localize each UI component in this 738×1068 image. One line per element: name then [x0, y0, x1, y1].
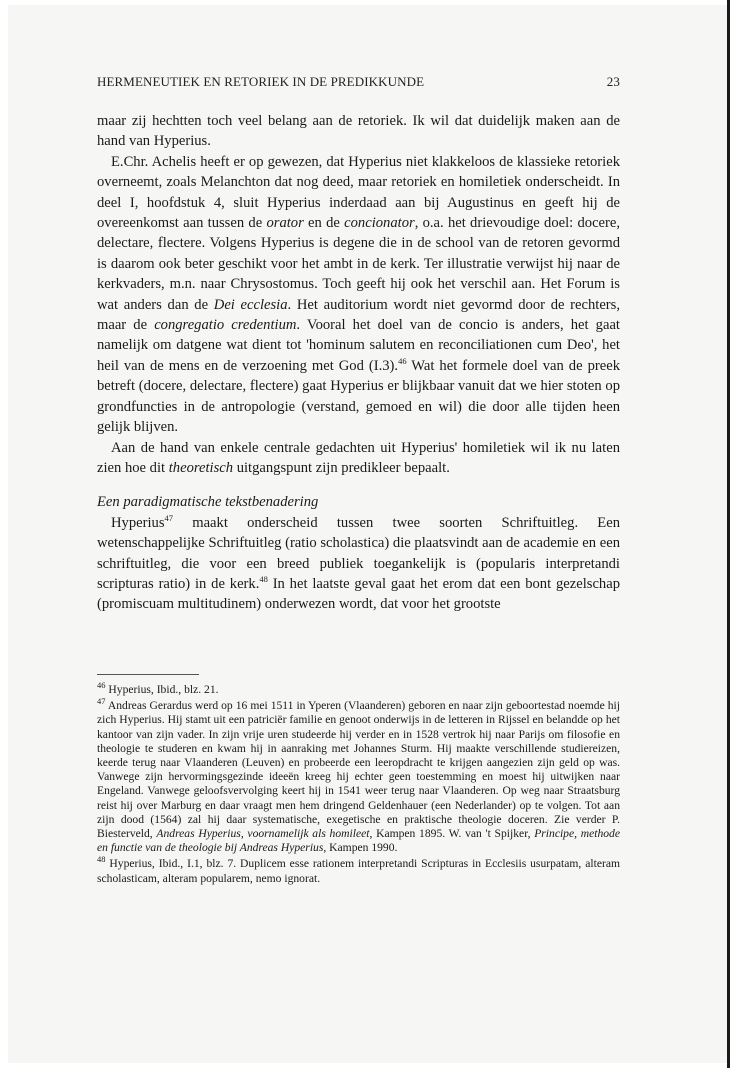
term-theoretisch: theoretisch: [168, 459, 234, 476]
section-heading: Een paradigmatische tekstbenadering: [97, 494, 319, 511]
footnote-rule: [97, 674, 199, 675]
footnote-ref-46: 46: [398, 356, 407, 367]
term-dei-ecclesia: Dei ecclesia: [213, 296, 288, 313]
term-orator: orator: [266, 215, 304, 232]
footnote-48: $^{48}$ Hyperius, Ibid., I.1, blz. 7. Duplicem esse rationem interpretandi Scripturas in Ecclesiis usurpatam, alteram scholasticam, alteram popularem, nemo ignorat.: [97, 854, 620, 885]
paragraph-2: E.Chr. Achelis heeft er op gewezen, dat Hyperius niet klakkeloos de klassieke retoriek overneemt, zoals Melanchton dat nog deed, maar retoriek en homiletiek onderscheidt. In deel I, hoofdstuk 4, sluit Hyperius inderdaad aan bij Augustinus en geeft hij de overeenkomst aan tussen de orator en de concionator, o.a. het drievoudige doel: docere, delectare, flectere. Volgens Hyperius is degene die in de school van de retoren gevormd is daarom ook beter geschikt voor het ambt in de kerk. Ter illustratie verwijst hij naar de kerkvaders, m.n. naar Chrysostomus. Toch geeft hij ook het verschil aan. Het Forum is wat anders dan de Dei ecclesia. Het auditorium wordt niet gevormd door de rechters, maar de congregatio credentium. Vooral het doel van de concio is anders, het gaat namelijk om datgene wat dient tot 'hominum salutem en reconciliationen cum Deo', het heil van de mens en de verzoening met God (I.3).$^{46}$ Wat het formele doel van de preek betreft (docere, delectare, flectere) gaat Hyperius er blijkbaar vanuit dat we hier stoten op grondfuncties in de antropologie (verstand, gemoed en wil) die door alle tijden heen gelijk blijven.: [97, 153, 621, 436]
page-edge-shadow: [727, 0, 730, 1068]
page-number: 23: [606, 74, 620, 89]
paragraph-3: Aan de hand van enkele centrale gedachten uit Hyperius' homiletiek wil ik nu laten zien hoe dit theoretisch uitgangspunt zijn predikleer bepaalt.: [97, 439, 620, 476]
footnote-46: $^{46}$ Hyperius, Ibid., blz. 21.: [97, 680, 219, 696]
paragraph-1: maar zij hechtten toch veel belang aan de retoriek. Ik wil dat duidelijk maken aan de hand van Hyperius.: [97, 113, 620, 150]
body-text: [97, 111, 620, 615]
term-congregatio: congregatio credentium: [154, 317, 297, 334]
footnote-ref-47: 47: [164, 512, 174, 523]
running-header: [97, 74, 620, 94]
footnote-47: $^{47}$ Andreas Gerardus werd op 16 mei 1511 in Yperen (Vlaanderen) geboren en naar zijn geboortestad noemde hij zich Hyperius. Hij stamt uit een patriciër familie en genoot onderwijs in de letteren in Rijssel en belandde op het kantoor van zijn vader. In zijn vrije uren studeerde hij verder en in 1528 vertrok hij naar Parijs om filosofie en theologie te studeren en kwam hij in aanraking met Johannes Sturm. Hij maakte verschillende studiereizen, keerde terug naar Vlaanderen (Leuven) en probeerde een leeropdracht te krijgen aangezien zijn geld op was. Vanwege zijn hervormingsgezinde ideeën kreeg hij echter geen toestemming en moest hij uitwijken naar Engeland. Vanwege geloofsvervolging keert hij in 1541 weer terug naar Vlaanderen. Op weg naar Straatsburg reist hij over Marburg en daar vraagt men hem dringend Geldenhauer (een Nederlander) op te volgen. Tot aan zijn dood (1564) zal hij daar systematische, exegetische en praktische theologie doceren. Zie verder P. Biesterveld, Andreas Hyperius, voornamelijk als homileet, Kampen 1895. W. van 't Spijker, Principe, methode en functie van de theologie bij Andreas Hyperius, Kampen 1990.: [97, 696, 621, 855]
term-concionator: concionator: [344, 215, 415, 232]
citation-title-biesterveld: Andreas Hyperius, voornamelijk als homileet: [156, 827, 370, 841]
paragraph-4: Hyperius$^{47}$ maakt onderscheid tussen twee soorten Schriftuitleg. Een wetenschappelijke Schriftuitleg (ratio scholastica) die plaatsvindt aan de academie en een schriftuitleg, die voor een breed publiek toegankelijk is (popularis interpretandi scripturas ratio) in de kerk.$^{48}$ In het laatste geval gaat het erom dat een bont gezelschap (promiscuam multitudinem) onderwezen wordt, dat voor het grootste: [97, 512, 620, 613]
footnote-ref-48: 48: [259, 574, 268, 585]
running-title: HERMENEUTIEK EN RETORIEK IN DE PREDIKKUNDE: [97, 74, 425, 89]
footnotes: [97, 680, 621, 888]
citation-title-spijker: Principe, methode en functie van de theologie bij Andreas Hyperius: [97, 827, 621, 855]
